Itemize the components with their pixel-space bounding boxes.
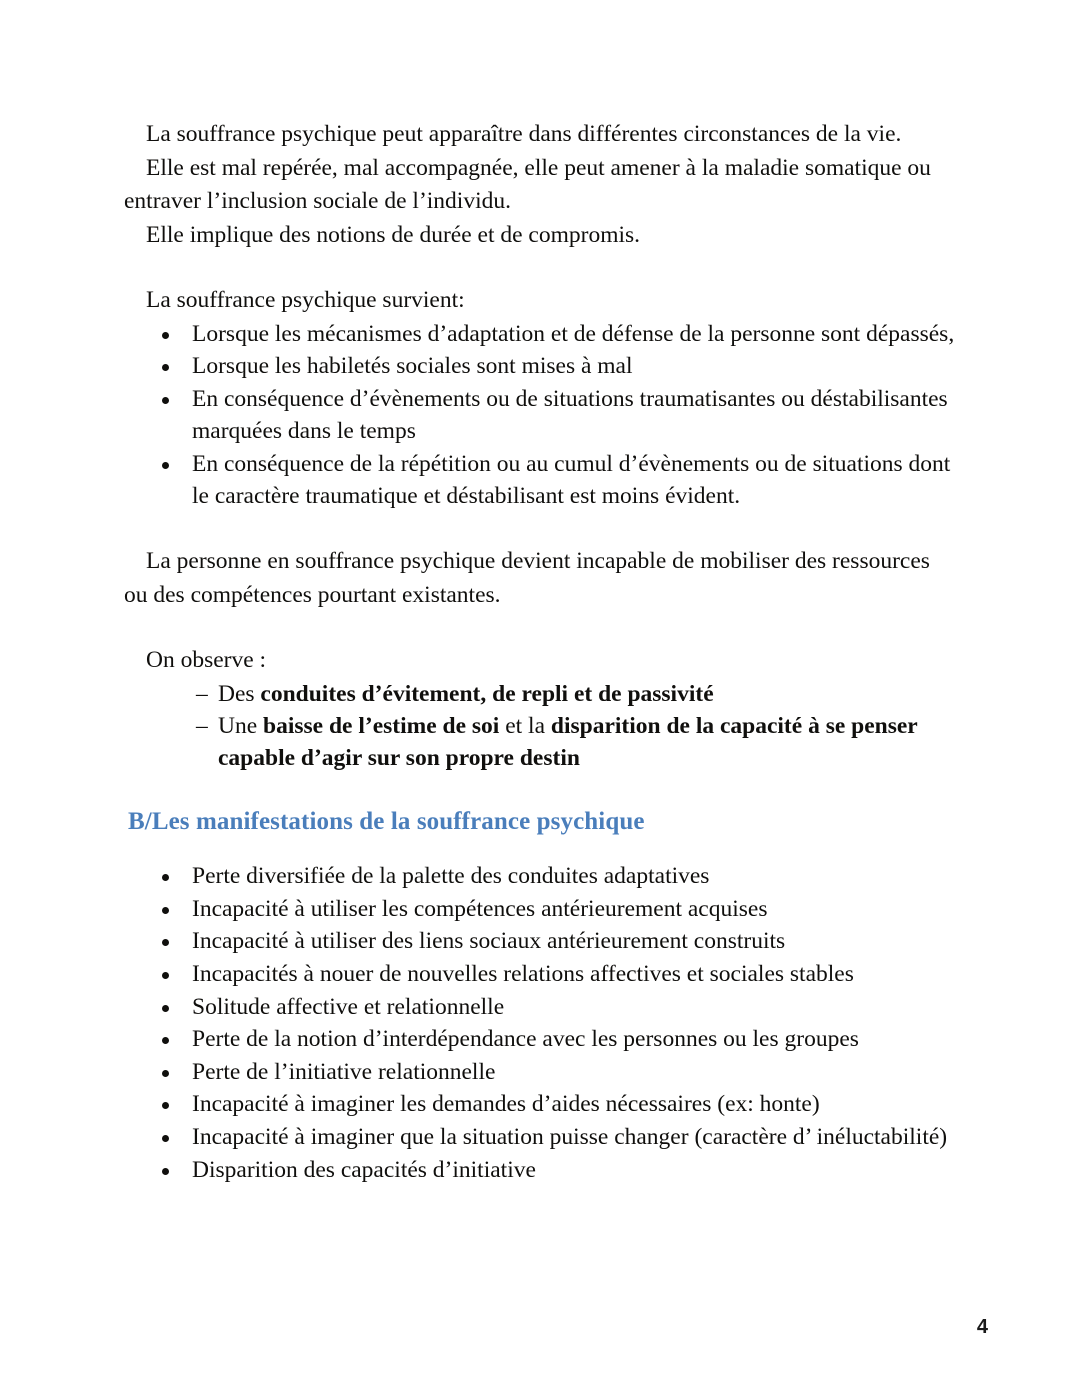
list-item: En conséquence d’évènements ou de situations traumatisantes ou déstabilisantes marquées dans le temps [124, 383, 956, 448]
observe-list [124, 678, 956, 775]
spacer [124, 513, 956, 545]
spacer [124, 774, 956, 806]
list-item: Disparition des capacités d’initiative [124, 1154, 956, 1187]
personne-paragraph: La personne en souffrance psychique devient incapable de mobiliser des ressources ou des compétences pourtant existantes. [124, 548, 930, 608]
intro-line-2: Elle est mal repérée, mal accompagnée, elle peut amener à la maladie somatique ou entraver l’inclusion sociale de l’individu. [124, 154, 931, 214]
page-content [124, 118, 956, 1186]
observe-item-1-prefix: Des [218, 680, 261, 707]
list-item: Incapacité à imaginer que la situation puisse changer (caractère d’ inéluctabilité) [124, 1121, 956, 1154]
observe-item-1-bold: conduites d’évitement, de repli et de passivité [260, 680, 714, 707]
list-item: Perte de la notion d’interdépendance avec les personnes ou les groupes [124, 1023, 956, 1056]
intro-line-1: La souffrance psychique peut apparaître dans différentes circonstances de la vie. [146, 121, 902, 147]
section-b-list [124, 860, 956, 1186]
observe-item-2-middle: et la [499, 712, 551, 739]
list-item: Incapacité à utiliser des liens sociaux antérieurement construits [124, 925, 956, 958]
observe-item-2-bold-2: disparition de la capacité à se penser capable d’agir sur son propre destin [218, 712, 918, 771]
list-item [196, 678, 956, 710]
list-item: Solitude affective et relationnelle [124, 991, 956, 1024]
list-item [196, 710, 956, 774]
list-item: Incapacités à nouer de nouvelles relations affectives et sociales stables [124, 958, 956, 991]
survient-list [124, 318, 956, 514]
list-item: Lorsque les habiletés sociales sont mises à mal [124, 350, 956, 383]
spacer [124, 252, 956, 284]
section-b-heading: B/Les manifestations de la souffrance psychique [128, 808, 645, 836]
list-item: Incapacité à imaginer les demandes d’aides nécessaires (ex: honte) [124, 1088, 956, 1121]
intro-line-3: Elle implique des notions de durée et de compromis. [146, 221, 641, 248]
observe-item-2-bold-1: baisse de l’estime de soi [263, 712, 500, 739]
list-item: Lorsque les mécanismes d’adaptation et de défense de la personne sont dépassés, [124, 318, 956, 351]
list-item: Perte diversifiée de la palette des conduites adaptatives [124, 860, 956, 893]
observe-lead: On observe : [146, 647, 267, 674]
survient-lead: La souffrance psychique survient: [146, 287, 465, 313]
list-item: Perte de l’initiative relationnelle [124, 1056, 956, 1089]
observe-item-2-prefix: Une [218, 712, 264, 739]
list-item: En conséquence de la répétition ou au cumul d’évènements ou de situations dont le caractère traumatique et déstabilisant est moins évident. [124, 448, 956, 513]
page-number: 4 [976, 1316, 988, 1338]
list-item: Incapacité à utiliser les compétences antérieurement acquises [124, 893, 956, 926]
spacer [124, 838, 956, 860]
spacer [124, 612, 956, 644]
